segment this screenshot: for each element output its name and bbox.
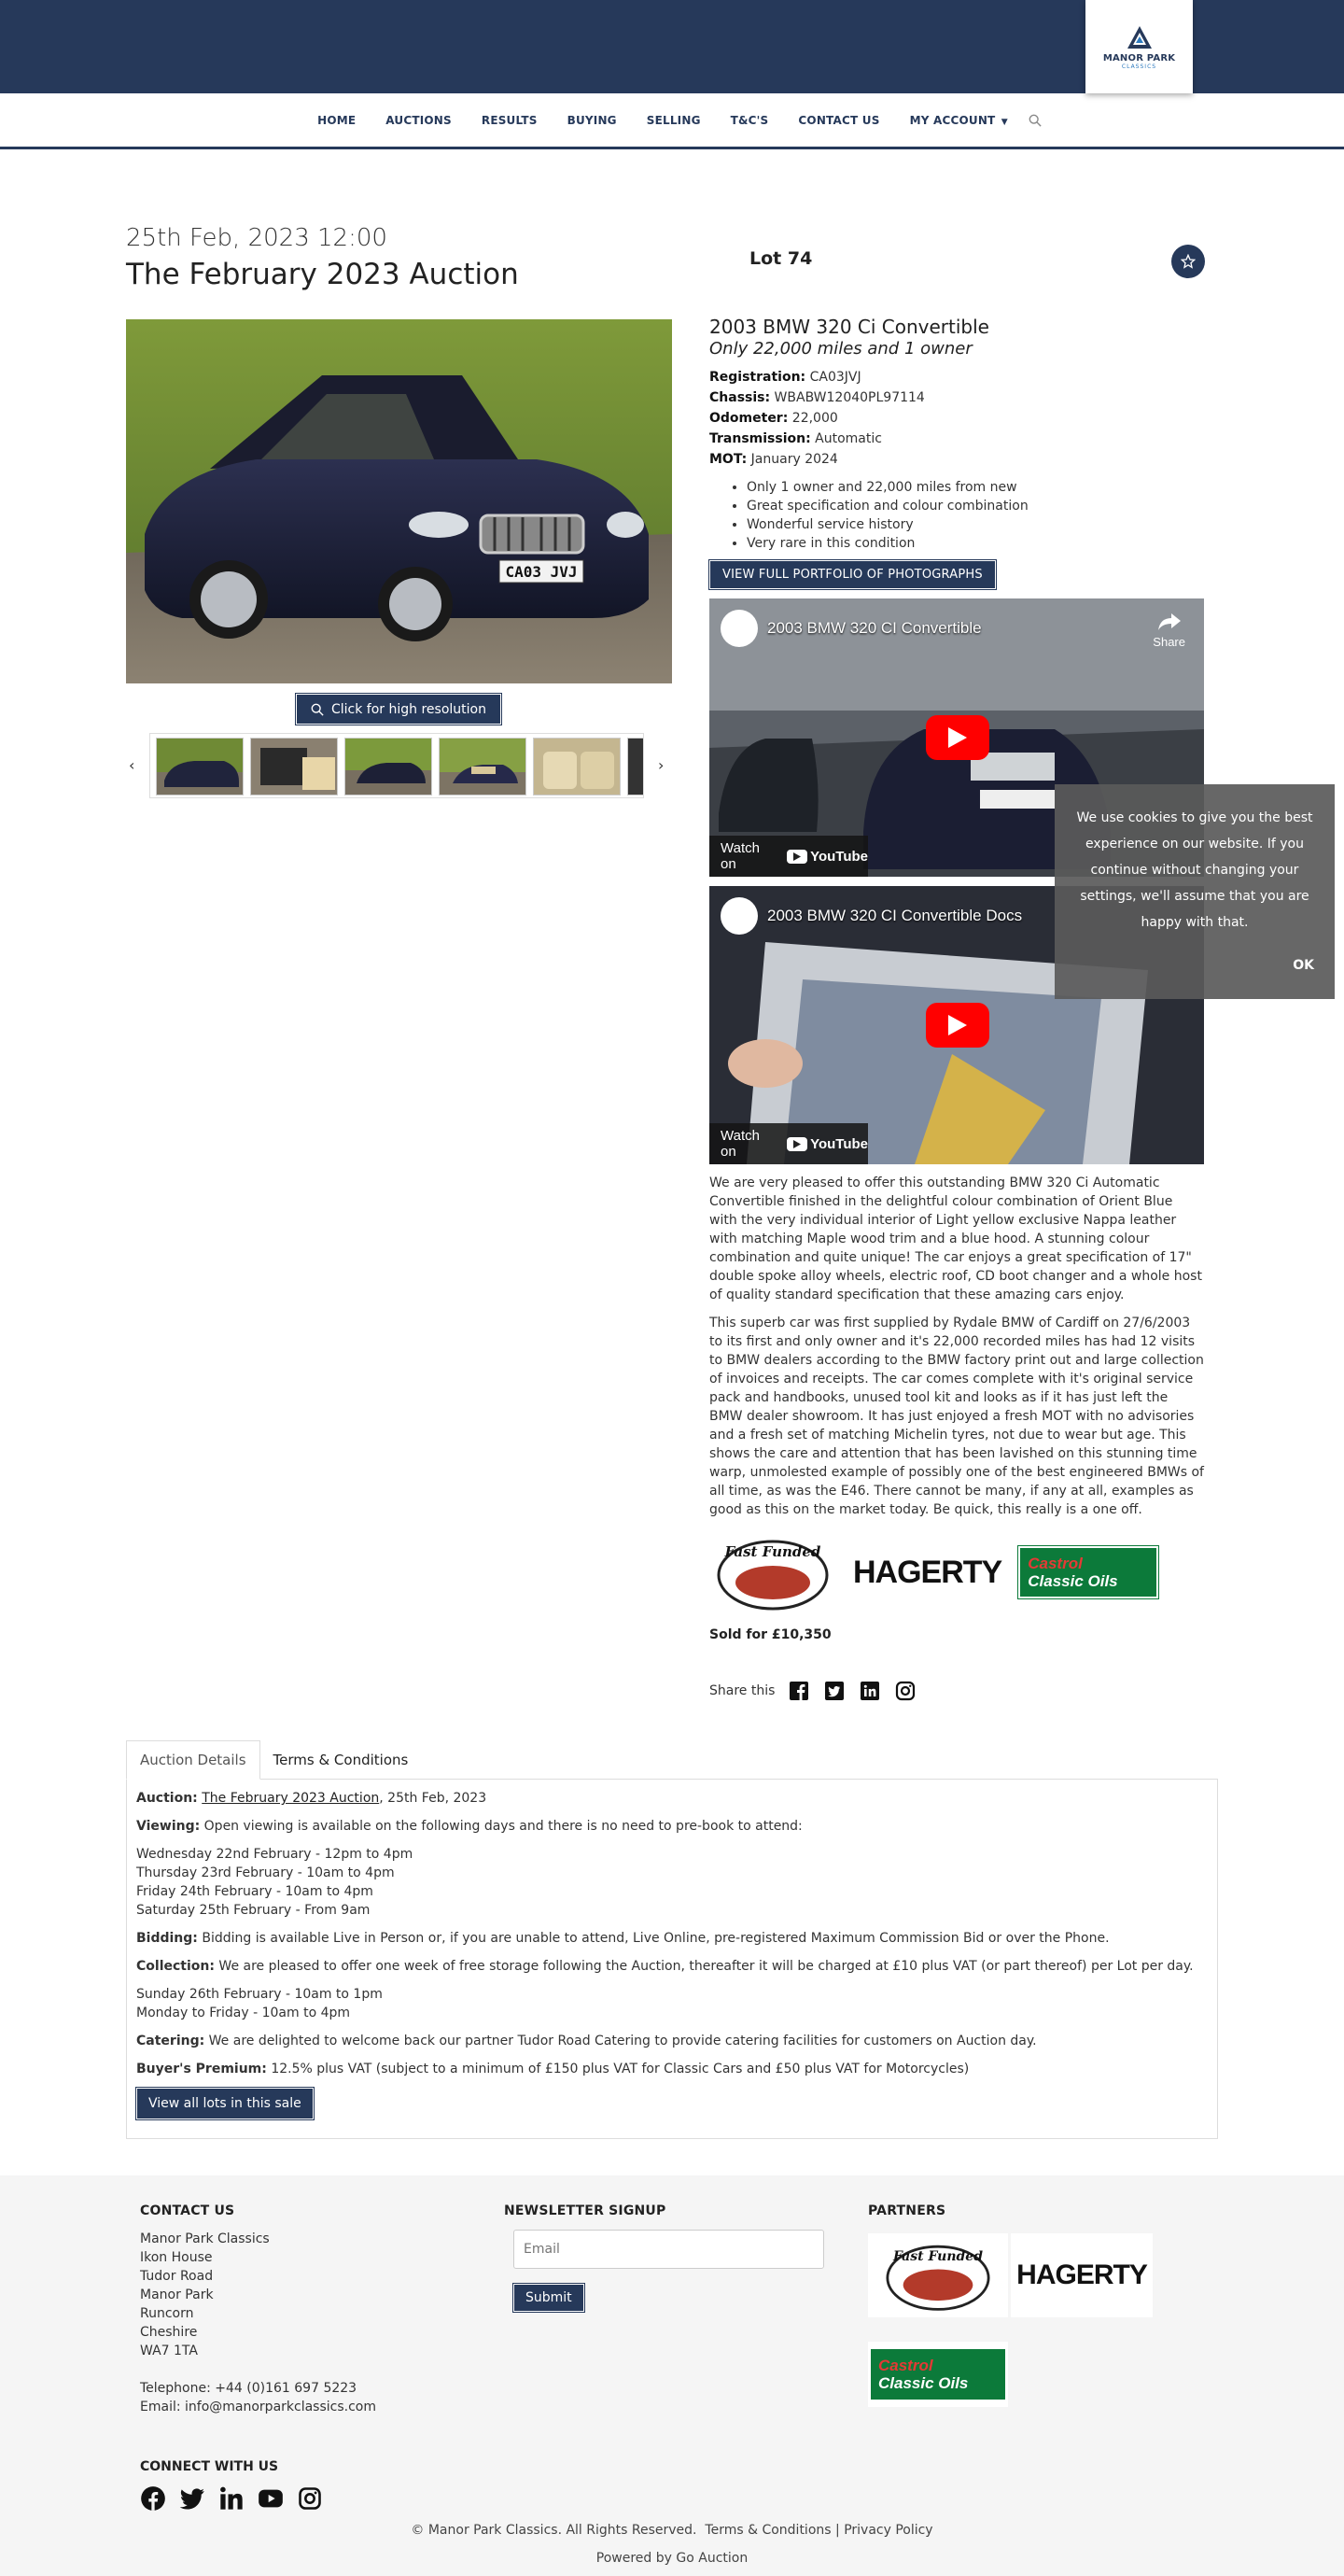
premium-line [136, 2060, 1208, 2078]
nav-results[interactable]: RESULTS [481, 113, 538, 127]
linkedin-icon[interactable] [859, 1680, 881, 1702]
video-title: 2003 BMW 320 CI Convertible [767, 619, 982, 637]
view-portfolio-button[interactable]: VIEW FULL PORTFOLIO OF PHOTOGRAPHS [709, 560, 996, 589]
viewing-text: Open viewing is available on the following days and there is no need to pre-book to attend: [203, 1819, 803, 1834]
linkedin-icon[interactable] [218, 2485, 245, 2512]
cookie-ok-button[interactable]: OK [1293, 958, 1314, 973]
play-icon [948, 727, 967, 748]
footer-contact [140, 2203, 376, 2416]
copyright-bar: © Manor Park Classics. All Rights Reserved. Terms & Conditions | Privacy Policy [411, 2523, 933, 2538]
auction-link[interactable]: The February 2023 Auction [202, 1791, 380, 1806]
channel-avatar [721, 897, 758, 935]
description-paragraph: This superb car was first supplied by Rydale BMW of Cardiff on 27/6/2003 to its first and only owner and it's 22,000 recorded miles has had 12 visits to BMW dealers according to the BMW factory print out and large collection of invoices and receipts. The car comes complete with it's original service pack and handbooks, unused tool kit and looks as if it has just left the BMW dealer showroom. It has just enjoyed a fresh MOT with no advisories and a fresh set of matching Michelin tyres, not due to wear but age. This shows the care and attention that has been lavished on this stunning time warp, unmolested example of possibly one of the best engineered BMWs of all time, as was the E46. There cannot be many, if any at all, examples as good as this on the market today. Be quick, this really is a one off. [709, 1316, 1204, 1517]
instagram-icon[interactable] [894, 1680, 917, 1702]
tab-list [126, 1740, 1218, 1780]
hagerty-logo: HAGERTY [853, 1554, 1002, 1590]
main-nav [0, 93, 1344, 149]
auction-title: The February 2023 Auction [126, 258, 519, 291]
spec-registration [709, 368, 1204, 387]
castrol-logo-badge [871, 2349, 1005, 2400]
list-item: Thursday 23rd February - 10am to 4pm [136, 1865, 395, 1880]
view-all-lots-button[interactable]: View all lots in this sale [136, 2088, 314, 2119]
thumbnail[interactable] [250, 738, 338, 795]
share-icon [1157, 612, 1182, 632]
spec-chassis [709, 388, 1204, 407]
nav-terms[interactable]: T&C'S [730, 113, 769, 127]
list-item: Saturday 25th February - From 9am [136, 1903, 371, 1918]
partners-title: PARTNERS [868, 2203, 946, 2218]
list-item: • Only 1 owner and 22,000 miles from new [747, 478, 1204, 497]
collection-days [136, 1985, 1208, 2022]
car-title: 2003 BMW 320 Ci Convertible [709, 316, 989, 338]
highlights-list [747, 478, 1204, 553]
address-line: WA7 1TA [140, 2344, 198, 2358]
fast-funded-logo-mark [875, 2236, 1001, 2315]
bidding-label: Bidding: [136, 1931, 198, 1946]
auction-line-date: , 25th Feb, 2023 [379, 1791, 487, 1806]
video-title: 2003 BMW 320 CI Convertible Docs [767, 907, 1023, 924]
castrol-logo-bottom: Classic Oils [1028, 1572, 1118, 1590]
thumbnail-strip [149, 733, 644, 798]
thumbnail[interactable] [344, 738, 432, 795]
site-footer [0, 2175, 1344, 2576]
share-label: Share [1153, 635, 1185, 649]
nav-my-account-label: MY ACCOUNT [909, 113, 996, 127]
footer-partners [868, 2203, 945, 2230]
spec-odometer [709, 409, 1204, 428]
footer-terms-link[interactable]: Terms & Conditions [705, 2523, 832, 2538]
spec-label: Registration: [709, 370, 806, 385]
address-line: Runcorn [140, 2306, 194, 2321]
copyright-text: © Manor Park Classics. All Rights Reserved. [411, 2523, 697, 2538]
spec-value: January 2024 [750, 452, 838, 467]
address-line: Cheshire [140, 2325, 198, 2340]
description-paragraph: We are very pleased to offer this outstanding BMW 320 Ci Automatic Convertible finished in the delightful colour combination of Orient Blue with the very individual interior of Light yellow exclusive Nappa leather with matching Maple wood trim and a blue hood. A stunning colour combination and quite unique! The car enjoys a great specification of 17" double spoke alloy wheels, electric roof, CD boot changer and a whole host of quality standard specification that these amazing cars enjoy. [709, 1175, 1202, 1302]
address-line: Ikon House [140, 2250, 213, 2265]
list-item: Monday to Friday - 10am to 4pm [136, 2006, 351, 2020]
number-plate: CA03 JVJ [505, 563, 578, 581]
play-button[interactable] [926, 1003, 989, 1048]
share-label: Share this [709, 1683, 776, 1698]
castrol-logo [1018, 1546, 1158, 1598]
newsletter-email-input[interactable] [513, 2230, 824, 2269]
logo-mark-icon [1126, 24, 1154, 50]
premium-text: 12.5% plus VAT (subject to a minimum of £150 plus VAT for Classic Cars and £50 plus VAT for Motorcycles) [271, 2062, 970, 2076]
connect-with-us [140, 2459, 323, 2512]
partner-logos [709, 1530, 1204, 1614]
search-icon[interactable] [1029, 114, 1042, 127]
sold-price: Sold for £10,350 [709, 1627, 832, 1642]
list-item: Friday 24th February - 10am to 4pm [136, 1884, 373, 1899]
watchlist-star-button[interactable] [1171, 245, 1205, 278]
car-subtitle: Only 22,000 miles and 1 owner [709, 339, 973, 359]
share-video-button[interactable] [1153, 612, 1185, 649]
spec-transmission [709, 429, 1204, 448]
list-item: • Very rare in this condition [747, 534, 1204, 553]
top-banner [0, 0, 1344, 93]
catering-line [136, 2032, 1208, 2050]
address-line: Tudor Road [140, 2269, 214, 2284]
list-item: Sunday 26th February - 10am to 1pm [136, 1987, 383, 2002]
twitter-icon[interactable] [823, 1680, 846, 1702]
collection-label: Collection: [136, 1959, 215, 1974]
address-line: Manor Park Classics [140, 2231, 270, 2246]
newsletter-title: NEWSLETTER SIGNUP [504, 2203, 666, 2218]
nav-home[interactable]: HOME [317, 113, 357, 127]
spec-value: WBABW12040PL97114 [774, 390, 925, 405]
castrol-logo-top: Castrol [1028, 1555, 1083, 1572]
youtube-label: YouTube [810, 1135, 868, 1152]
search-icon [311, 703, 324, 716]
fast-funded-logo[interactable] [868, 2233, 1008, 2317]
thumbnail[interactable] [156, 738, 244, 795]
spec-value: CA03JVJ [809, 370, 861, 385]
footer-telephone[interactable]: Telephone: +44 (0)161 697 5223 [140, 2381, 357, 2396]
tab-panel-auction-details [126, 1779, 1218, 2139]
spec-mot [709, 450, 1204, 469]
high-resolution-label: Click for high resolution [331, 701, 486, 717]
svg-text:Fast Funded: Fast Funded [892, 2249, 984, 2265]
nav-my-account[interactable] [895, 114, 1023, 127]
lot-details [709, 316, 1204, 1702]
viewing-label: Viewing: [136, 1819, 201, 1834]
watch-on-youtube-link[interactable] [709, 1123, 868, 1164]
logo-tagline: CLASSICS [1121, 63, 1157, 70]
nav-buying[interactable]: BUYING [567, 113, 617, 127]
thumbnail[interactable] [627, 738, 644, 795]
catering-label: Catering: [136, 2034, 205, 2048]
spec-label: Chassis: [709, 390, 771, 405]
site-logo[interactable] [1085, 0, 1193, 93]
high-resolution-button[interactable] [296, 694, 501, 725]
spec-value: 22,000 [791, 411, 838, 426]
caret-down-icon: ▼ [998, 117, 1008, 127]
youtube-logo [787, 849, 868, 865]
footer-newsletter [504, 2203, 824, 2312]
watch-on-label: Watch on [721, 1128, 760, 1160]
castrol-logo[interactable] [868, 2342, 1008, 2407]
list-item: • Great specification and colour combination [747, 497, 1204, 515]
facebook-icon[interactable] [140, 2485, 166, 2512]
logo-name: MANOR PARK [1102, 52, 1176, 63]
auction-line [136, 1789, 1208, 1808]
footer-privacy-link[interactable]: Privacy Policy [844, 2523, 933, 2538]
spec-value: Automatic [815, 431, 882, 446]
fast-funded-logo [709, 1530, 836, 1614]
spec-list [709, 368, 1204, 469]
list-item: Wednesday 22nd February - 12pm to 4pm [136, 1847, 413, 1862]
facebook-icon[interactable] [788, 1680, 810, 1702]
collection-text: We are pleased to offer one week of free storage following the Auction, thereafter it will be charged at £10 plus VAT (or part thereof) per Lot per day. [218, 1959, 1194, 1974]
premium-label: Buyer's Premium: [136, 2062, 267, 2076]
thumbnail-carousel [126, 733, 672, 798]
viewing-line [136, 1817, 1208, 1836]
watch-on-youtube-link[interactable] [709, 836, 868, 877]
spec-label: Odometer: [709, 411, 789, 426]
connect-title: CONNECT WITH US [140, 2459, 279, 2474]
hagerty-logo[interactable]: HAGERTY [1011, 2233, 1153, 2317]
tab-terms-conditions[interactable]: Terms & Conditions [273, 1752, 409, 1768]
chevron-right-icon[interactable]: › [658, 756, 665, 774]
newsletter-submit-button[interactable]: Submit [513, 2284, 584, 2312]
share-bar [709, 1680, 1204, 1702]
youtube-play-icon [787, 850, 807, 864]
nav-selling[interactable]: SELLING [646, 113, 701, 127]
castrol-logo-bottom: Classic Oils [878, 2374, 969, 2392]
auction-info-tabs [126, 1740, 1218, 2139]
footer-email[interactable]: Email: info@manorparkclassics.com [140, 2400, 376, 2414]
nav-contact[interactable]: CONTACT US [798, 113, 880, 127]
play-icon [948, 1015, 967, 1035]
castrol-logo-top: Castrol [878, 2357, 933, 2374]
svg-text:Fast Funded: Fast Funded [724, 1543, 821, 1560]
cookie-notice [1055, 784, 1335, 999]
spec-label: Transmission: [709, 431, 811, 446]
bidding-text: Bidding is available Live in Person or, if you are unable to attend, Live Online, pre-registered Maximum Commission Bid or over the Phone. [202, 1931, 1110, 1946]
catering-text: We are delighted to welcome back our partner Tudor Road Catering to provide catering facilities for customers on Auction day. [208, 2034, 1037, 2048]
list-item: • Wonderful service history [747, 515, 1204, 534]
thumbnail[interactable] [533, 738, 621, 795]
nav-auctions[interactable]: AUCTIONS [385, 113, 452, 127]
car-photo-illustration [126, 319, 672, 683]
cookie-text: We use cookies to give you the best experience on our website. If you continue without changing your settings, we'll assume that you are happy with that. [1076, 810, 1313, 930]
spec-label: MOT: [709, 452, 748, 467]
thumbnail[interactable] [439, 738, 526, 795]
lot-description [709, 1174, 1204, 1519]
address-line: Manor Park [140, 2287, 214, 2302]
lot-number: Lot 74 [749, 248, 813, 269]
auction-date: 25th Feb, 2023 12:00 [126, 224, 387, 252]
powered-by[interactable]: Powered by Go Auction [595, 2551, 749, 2566]
bidding-line [136, 1929, 1208, 1948]
tab-auction-details[interactable]: Auction Details [126, 1740, 260, 1780]
chevron-left-icon[interactable]: ‹ [129, 756, 135, 774]
main-car-photo[interactable] [126, 319, 672, 683]
social-links [140, 2485, 323, 2512]
instagram-icon[interactable] [297, 2485, 323, 2512]
play-button[interactable] [926, 715, 989, 760]
youtube-icon[interactable] [258, 2485, 284, 2512]
youtube-logo [787, 1136, 868, 1152]
youtube-label: YouTube [810, 848, 868, 865]
twitter-icon[interactable] [179, 2485, 205, 2512]
channel-avatar [721, 610, 758, 647]
watch-on-label: Watch on [721, 840, 760, 872]
footer-contact-title: CONTACT US [140, 2203, 235, 2218]
youtube-play-icon [787, 1137, 807, 1151]
auction-label: Auction: [136, 1791, 198, 1806]
viewing-days [136, 1845, 1208, 1920]
star-icon [1181, 254, 1196, 269]
collection-line [136, 1957, 1208, 1976]
